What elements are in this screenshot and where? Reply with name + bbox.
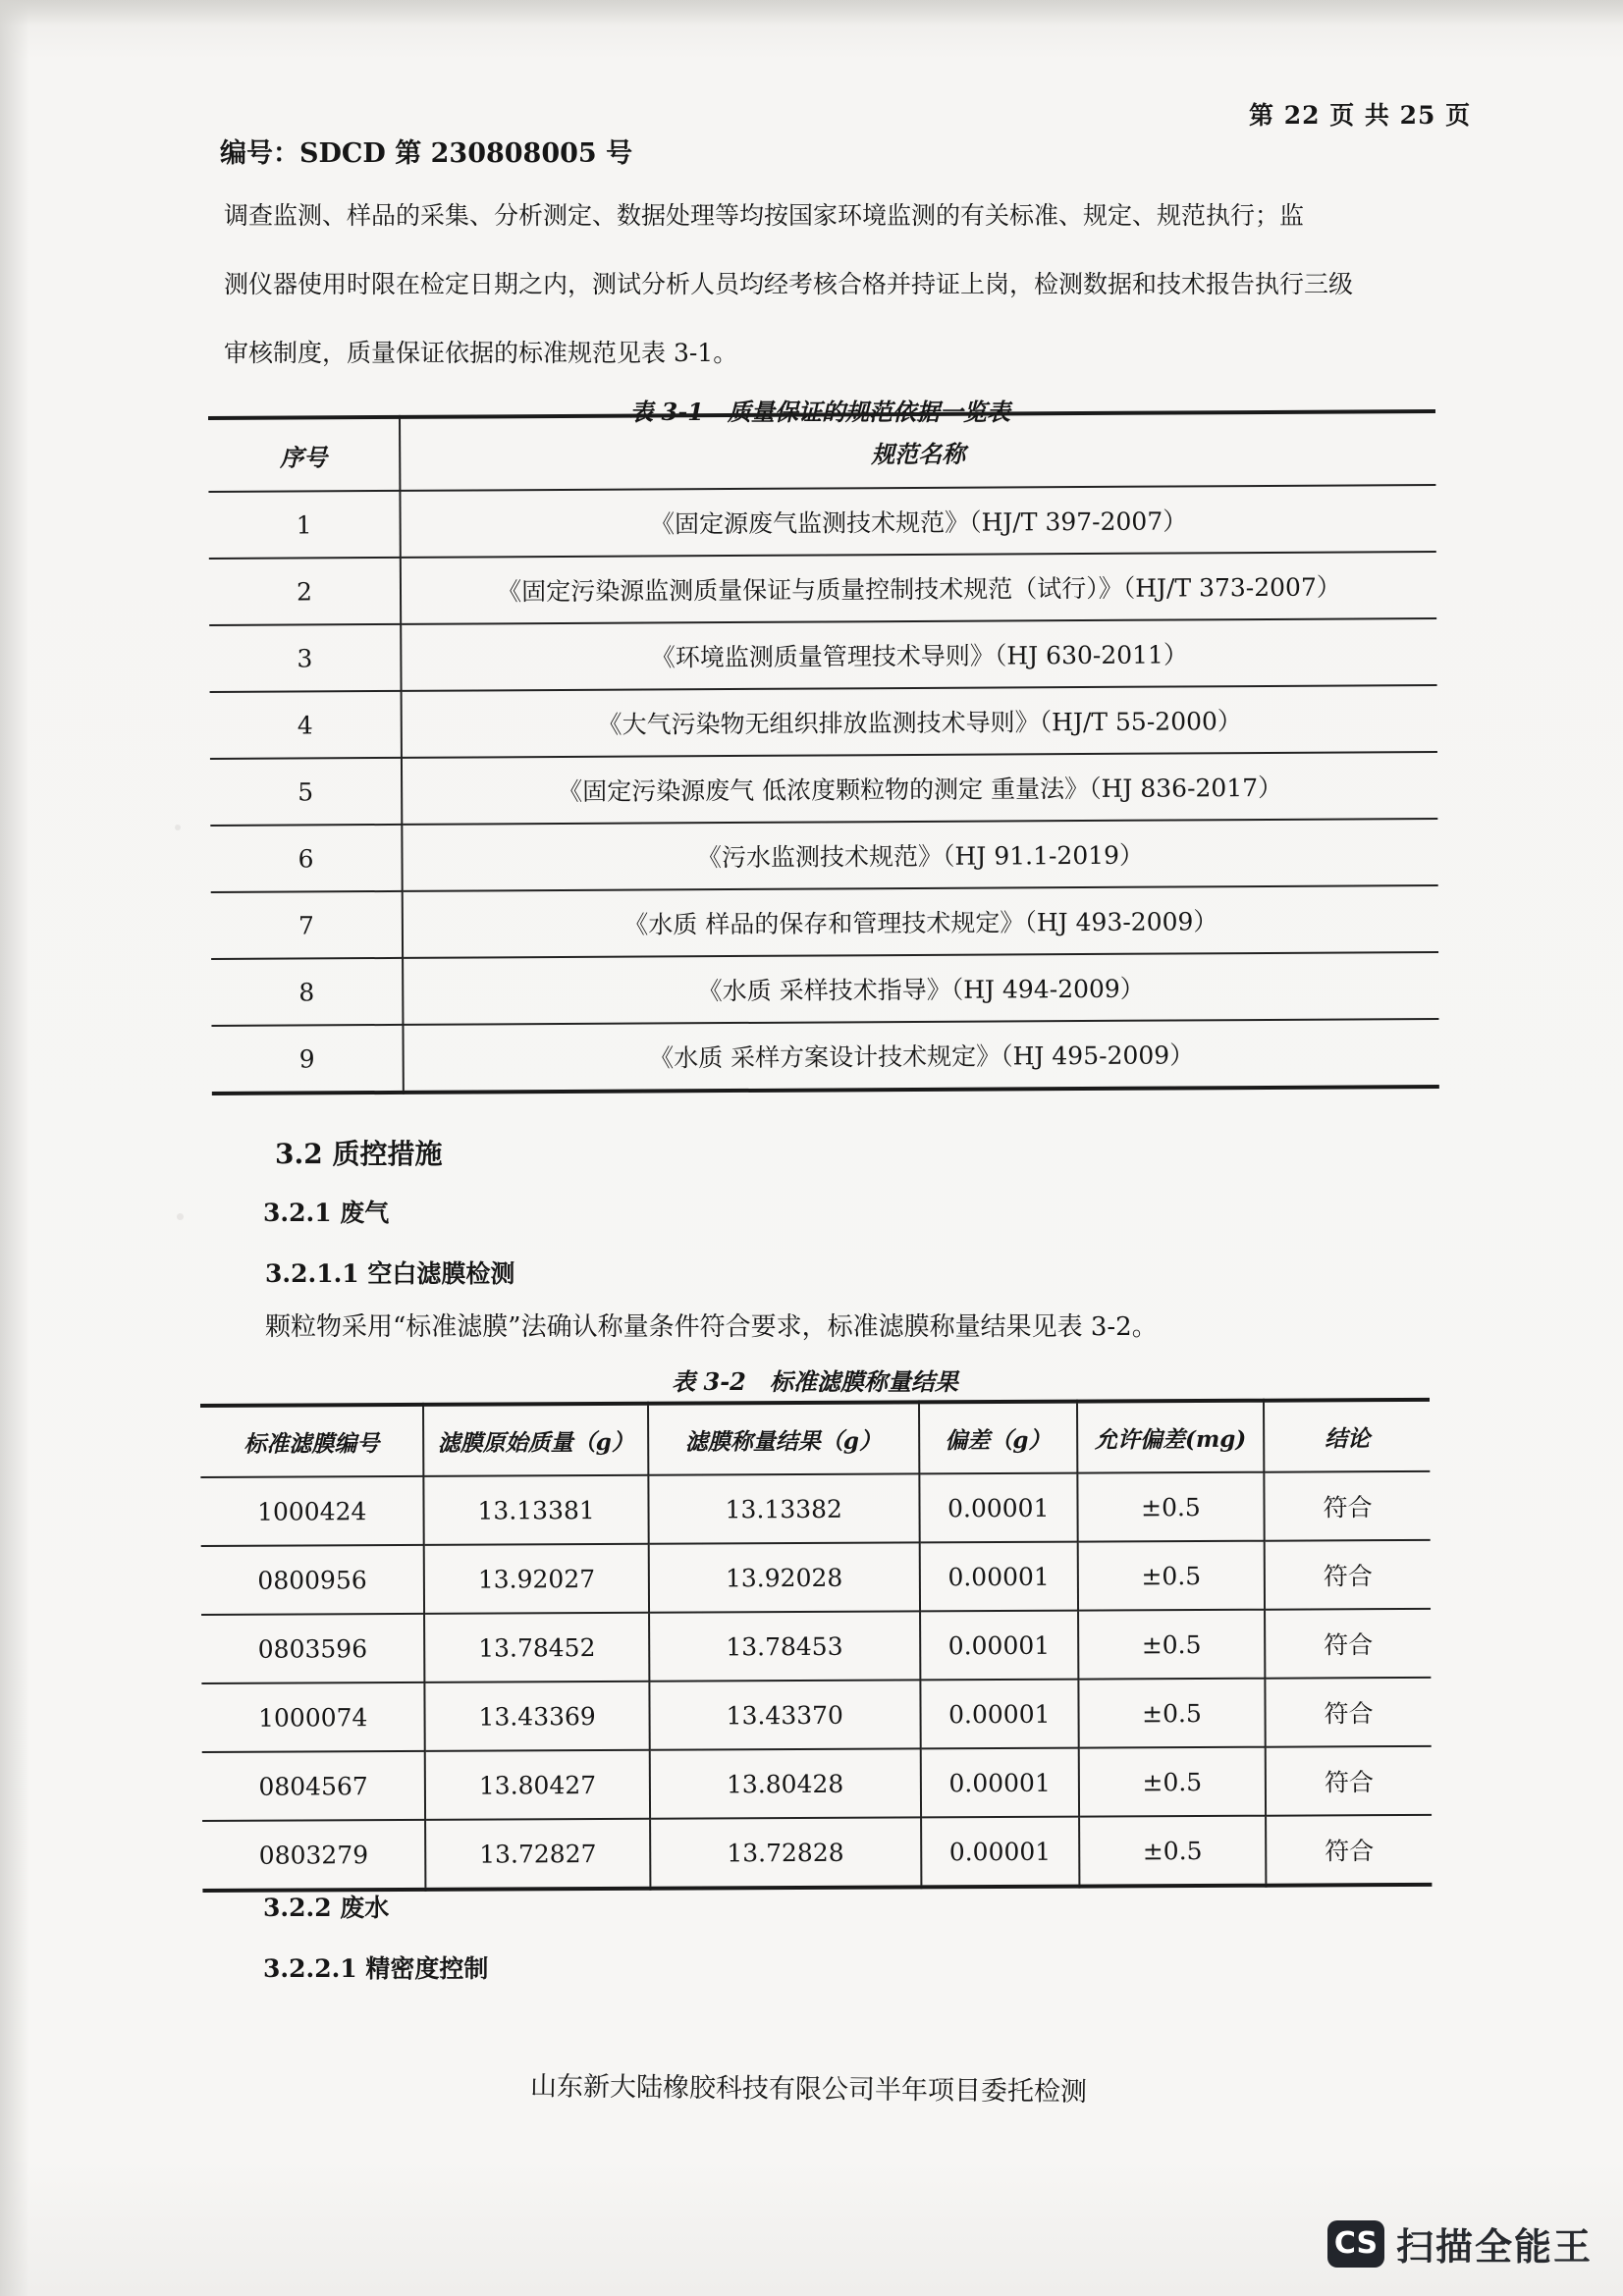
cell-deviation: 0.00001 — [920, 1680, 1079, 1749]
header-weighed-result: 滤膜称量结果（g） — [648, 1402, 919, 1474]
cell-conclusion: 符合 — [1265, 1678, 1431, 1747]
row-standard: 《污水监测技术规范》（HJ 91.1-2019） — [402, 819, 1437, 891]
table-row — [210, 752, 1437, 826]
table-row — [211, 885, 1438, 959]
cell-weighed-result: 13.92028 — [649, 1542, 920, 1612]
page-top-shadow — [0, 0, 1623, 26]
table-row — [202, 1746, 1432, 1821]
row-serial: 9 — [211, 1025, 403, 1094]
section-heading-3-2-2-1: 3.2.2.1 精密度控制 — [263, 1954, 489, 1983]
cell-original-mass: 13.13381 — [424, 1475, 649, 1545]
row-standard: 《水质 样品的保存和管理技术规定》（HJ 493-2009） — [403, 885, 1438, 958]
cell-conclusion: 符合 — [1264, 1471, 1430, 1541]
table-row — [202, 1815, 1432, 1891]
cell-original-mass: 13.78452 — [424, 1613, 649, 1682]
header-standard-name: 规范名称 — [400, 411, 1435, 491]
page-footer: 山东新大陆橡胶科技有限公司半年项目委托检测 — [529, 2071, 1088, 2108]
row-serial: 8 — [211, 958, 403, 1026]
cell-weighed-result: 13.80428 — [650, 1748, 921, 1818]
row-serial: 2 — [209, 558, 401, 625]
cell-original-mass: 13.92027 — [424, 1544, 649, 1614]
document-number: 编号：SDCD 第 230808005 号 — [220, 138, 633, 169]
cell-filter-id: 0803279 — [202, 1820, 426, 1891]
table-row — [211, 1019, 1438, 1094]
cell-allowed-deviation: ±0.5 — [1079, 1816, 1267, 1887]
header-conclusion: 结论 — [1264, 1400, 1430, 1472]
section-heading-3-2-1: 3.2.1 废气 — [263, 1199, 390, 1227]
cell-conclusion: 符合 — [1265, 1609, 1431, 1679]
table-row — [208, 485, 1435, 559]
table-header-row — [208, 411, 1435, 492]
row-serial: 5 — [210, 758, 402, 826]
table-row — [210, 685, 1437, 759]
cell-deviation: 0.00001 — [919, 1542, 1078, 1612]
row-standard: 《固定源废气监测技术规范》（HJ/T 397-2007） — [400, 485, 1435, 558]
row-standard: 《大气污染物无组织排放监测技术导则》（HJ/T 55-2000） — [402, 685, 1437, 758]
table-header-row — [200, 1400, 1430, 1477]
cell-weighed-result: 13.43370 — [649, 1680, 920, 1749]
cell-original-mass: 13.72827 — [425, 1819, 650, 1890]
cell-filter-id: 0800956 — [201, 1545, 425, 1615]
intro-line-2: 测仪器使用时限在检定日期之内，测试分析人员均经考核合格并持证上岗，检测数据和技术报告执行三级 — [224, 270, 1354, 298]
cell-deviation: 0.00001 — [920, 1611, 1079, 1681]
row-serial: 4 — [210, 691, 402, 759]
row-standard: 《固定污染源废气 低浓度颗粒物的测定 重量法》（HJ 836-2017） — [402, 752, 1437, 825]
header-serial: 序号 — [208, 417, 400, 492]
watermark-text: 扫描全能王 — [1396, 2225, 1594, 2269]
cell-deviation: 0.00001 — [920, 1748, 1079, 1818]
cell-filter-id: 0804567 — [202, 1751, 426, 1821]
filter-weighing-table — [200, 1398, 1432, 1893]
row-serial: 1 — [208, 491, 400, 559]
table-3-2-caption: 表 3-2 标准滤膜称量结果 — [672, 1367, 958, 1396]
filter-membrane-paragraph: 颗粒物采用“标准滤膜”法确认称量条件符合要求，标准滤膜称量结果见表 3-2。 — [265, 1312, 1158, 1342]
scan-speck — [175, 825, 181, 830]
table-row — [200, 1471, 1430, 1546]
page-edge-shadow — [0, 0, 29, 2296]
row-standard: 《水质 采样方案设计技术规定》（HJ 495-2009） — [403, 1019, 1438, 1093]
standards-table — [208, 409, 1439, 1095]
row-standard: 《水质 采样技术指导》（HJ 494-2009） — [403, 952, 1438, 1025]
camscanner-logo-icon: CS — [1327, 2220, 1384, 2268]
cell-weighed-result: 13.72828 — [650, 1817, 921, 1888]
header-original-mass: 滤膜原始质量（g） — [423, 1404, 648, 1476]
cell-weighed-result: 13.13382 — [648, 1473, 919, 1543]
section-heading-3-2: 3.2 质控措施 — [275, 1138, 443, 1170]
cell-deviation: 0.00001 — [919, 1473, 1078, 1543]
table-row — [209, 618, 1436, 692]
cell-conclusion: 符合 — [1265, 1540, 1431, 1610]
cell-allowed-deviation: ±0.5 — [1079, 1747, 1267, 1817]
cell-original-mass: 13.80427 — [425, 1750, 650, 1820]
cell-allowed-deviation: ±0.5 — [1078, 1679, 1266, 1748]
cell-original-mass: 13.43369 — [425, 1682, 650, 1751]
cell-conclusion: 符合 — [1266, 1815, 1432, 1886]
row-standard: 《固定污染源监测质量保证与质量控制技术规范（试行）》（HJ/T 373-2007） — [401, 552, 1436, 624]
cell-deviation: 0.00001 — [921, 1817, 1080, 1888]
intro-line-3: 审核制度，质量保证依据的标准规范见表 3-1。 — [224, 339, 738, 367]
section-heading-3-2-1-1: 3.2.1.1 空白滤膜检测 — [265, 1259, 515, 1288]
table-3-1-caption: 表 3-1 质量保证的规范依据一览表 — [629, 398, 1010, 426]
scan-speck — [177, 1213, 184, 1220]
header-filter-id: 标准滤膜编号 — [200, 1405, 424, 1477]
cell-filter-id: 0803596 — [201, 1614, 425, 1683]
cell-allowed-deviation: ±0.5 — [1078, 1610, 1266, 1680]
cell-filter-id: 1000074 — [201, 1682, 425, 1752]
cell-filter-id: 1000424 — [200, 1476, 424, 1546]
row-serial: 3 — [209, 624, 401, 692]
row-standard: 《环境监测质量管理技术导则》（HJ 630-2011） — [401, 618, 1436, 691]
cell-allowed-deviation: ±0.5 — [1078, 1541, 1266, 1611]
page-number: 第 22 页 共 25 页 — [1249, 101, 1472, 130]
intro-line-1: 调查监测、样品的采集、分析测定、数据处理等均按国家环境监测的有关标准、规定、规范执行；监 — [224, 201, 1305, 230]
table-row — [209, 552, 1436, 625]
cell-allowed-deviation: ±0.5 — [1077, 1472, 1265, 1542]
row-serial: 6 — [210, 825, 402, 892]
table-row — [201, 1678, 1431, 1752]
section-heading-3-2-2: 3.2.2 废水 — [263, 1894, 390, 1922]
row-serial: 7 — [211, 891, 403, 959]
scanner-watermark — [1327, 2216, 1593, 2270]
table-row — [211, 952, 1438, 1026]
table-row — [210, 819, 1437, 892]
cell-conclusion: 符合 — [1266, 1746, 1432, 1816]
header-allowed-deviation: 允许偏差(mg) — [1077, 1401, 1265, 1473]
header-deviation: 偏差（g） — [919, 1402, 1078, 1474]
table-row — [201, 1609, 1431, 1683]
table-row — [201, 1540, 1431, 1615]
cell-weighed-result: 13.78453 — [649, 1611, 920, 1681]
